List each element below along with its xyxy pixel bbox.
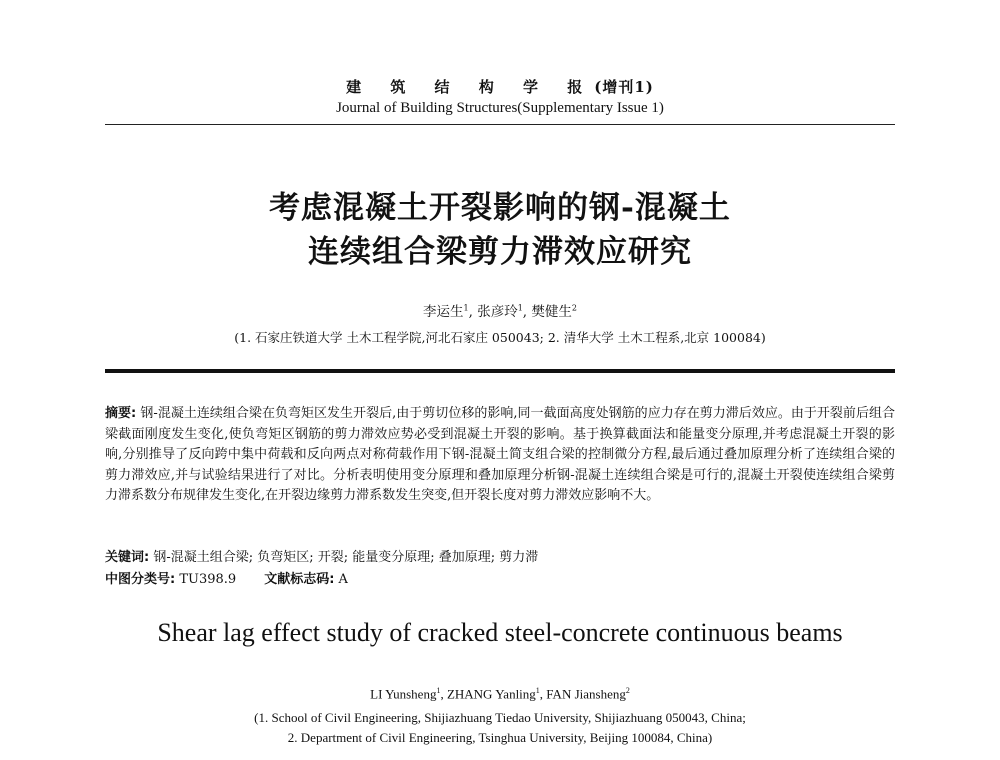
author-en-name: FAN Jiansheng [546,686,626,702]
journal-issue-cn: (增刊1) [594,78,654,96]
classification-line [105,568,895,587]
abstract-label: 摘要: [105,406,137,421]
journal-name-cn-text: 建 筑 结 构 学 报 [346,78,595,96]
author-en-name: LI Yunsheng [370,686,437,702]
keywords-label: 关键词: [105,550,150,565]
abstract-text: 钢-混凝土连续组合梁在负弯矩区发生开裂后,由于剪切位移的影响,同一截面高度处钢筋的应力存在剪力滞后效应。由于开裂前后组合梁截面刚度发生变化,使负弯矩区钢筋的剪力滞效应势必受到混凝土开裂的影响。基于换算截面法和能量变分原理,并考虑混凝土开裂的影响,分别推导了反向跨中集中荷载和反向两点对称荷载作用下钢-混凝土简支组合梁的控制微分方程,最后通过叠加原理分析了连续组合梁的剪力滞效应,并与试验结果进行了对比。分析表明使用变分原理和叠加原理分析钢-混凝土连续组合梁是可行的,混凝土开裂使连续组合梁剪力滞系数分布规律发生变化,在开裂边缘剪力滞系数发生突变,但开裂长度对剪力滞效应影响不大。 [105,406,895,503]
header-rule [105,124,895,125]
doc-code-label: 文献标志码: [264,572,335,587]
doc-code-value: A [338,572,348,587]
journal-name-cn [0,76,1000,97]
clc-value: TU398.9 [179,572,237,587]
author-en-affil-mark: 1 [436,686,441,695]
author-cn-affil-mark: 1 [517,303,523,313]
authors-en: LI Yunsheng$^1$, ZHANG Yanling$^1$, FAN Jiansheng$^2$ [370,686,630,702]
clc-label: 中图分类号: [105,572,176,587]
author-cn-name: 张彦玲 [477,304,518,320]
author-cn-name: 樊健生 [531,304,572,320]
affiliations-en-line1: (1. School of Civil Engineering, Shijiazhuang Tiedao University, Shijiazhuang 050043, China; [254,710,746,725]
author-cn-affil-mark: 1 [463,303,469,313]
author-cn-name: 李运生 [423,304,464,320]
author-en-affil-mark: 1 [535,686,540,695]
affiliations-cn: (1. 石家庄铁道大学 土木工程学院,河北石家庄 050043; 2. 清华大学 土木工程系,北京 100084) [234,330,766,345]
paper-title-en: Shear lag effect study of cracked steel-concrete continuous beams [157,618,843,647]
keywords-cn [105,546,895,565]
paper-title-cn-line2: 连续组合梁剪力滞效应研究 [308,234,692,270]
authors-cn: 李运生$^1$, 张彦玲$^1$, 樊健生$^2$ [423,303,577,320]
paper-title-cn-line1: 考虑混凝土开裂影响的钢-混凝土 [269,190,731,226]
affiliations-en-line2: 2. Department of Civil Engineering, Tsinghua University, Beijing 100084, China) [287,730,713,745]
abstract-cn [105,404,895,507]
paper-title-cn [0,186,1000,274]
keywords-text: 钢-混凝土组合梁; 负弯矩区; 开裂; 能量变分原理; 叠加原理; 剪力滞 [153,550,539,565]
author-en-name: ZHANG Yanling [446,686,536,702]
section-divider [105,369,895,373]
author-cn-affil-mark: 2 [571,303,577,313]
journal-name-en: Journal of Building Structures(Supplementary Issue 1) [336,100,664,116]
author-en-affil-mark: 2 [625,686,630,695]
